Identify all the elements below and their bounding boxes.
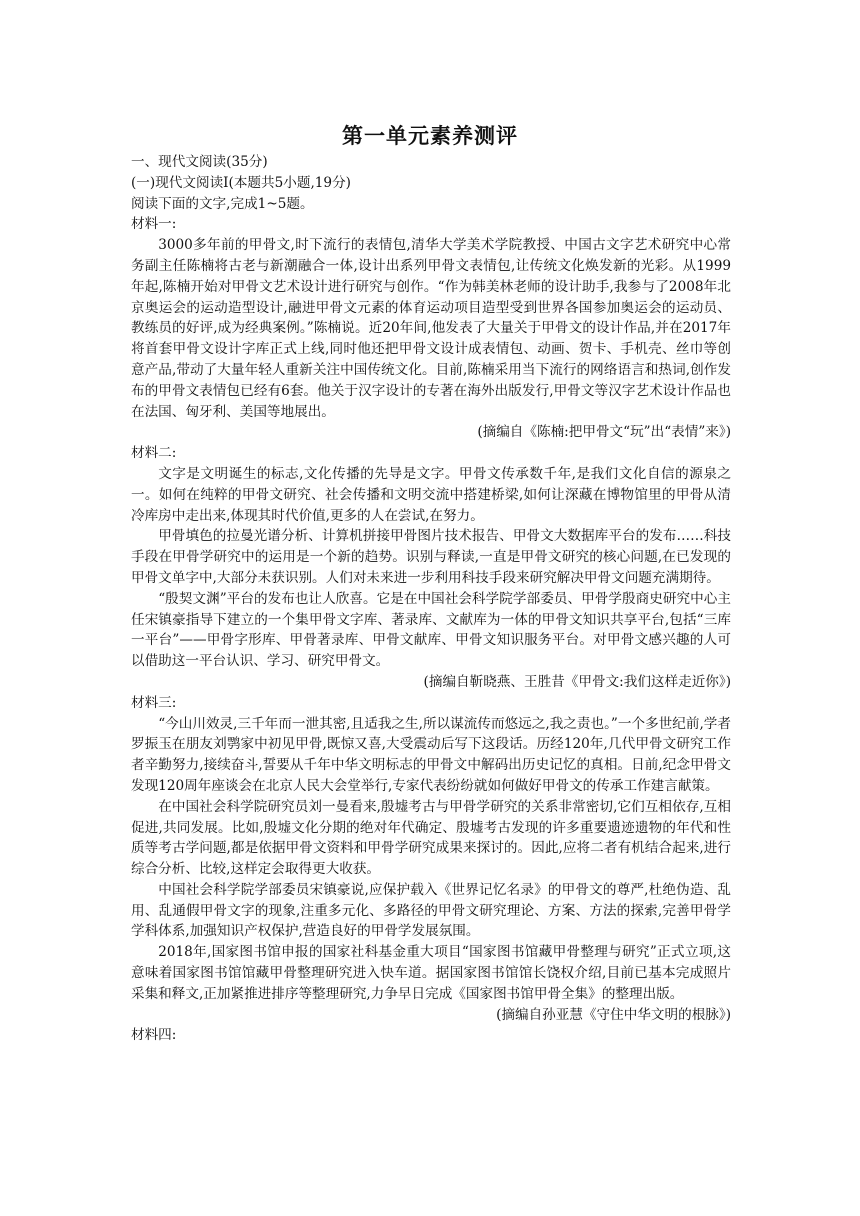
paragraph: 3000多年前的甲骨文,时下流行的表情包,清华大学美术学院教授、中国古文字艺术研究中心常务副主任陈楠将古老与新潮融合一体,设计出系列甲骨文表情包,让传统文化焕发新的光彩。从1999年起,陈楠开始对甲骨文艺术设计进行研究与创作。“作为韩美林老师的设计助手,我参与了2008年北京奥运会的运动造型设计,融进甲骨文元素的体育运动项目造型受到世界各国参加奥运会的运动员、教练员的好评,成为经典案例。”陈楠说。近20年间,他发表了大量关于甲骨文的设计作品,并在2017年将首套甲骨文设计字库正式上线,同时他还把甲骨文设计成表情包、动画、贺卡、手机壳、丝巾等创意产品,带动了大量年轻人重新关注中国传统文化。目前,陈楠采用当下流行的网络语言和热词,创作发布的甲骨文表情包已经有6套。他关于汉字设计的专著在海外出版发行,甲骨文等汉字艺术设计作品也在法国、匈牙利、美国等地展出。 — [131, 237, 731, 420]
subsection-heading: (一)现代文阅读Ⅰ(本题共5小题,19分) — [131, 174, 351, 191]
source-citation: (摘编自《陈楠:把甲骨文“玩”出“表情”来》) — [477, 424, 731, 441]
material-label: 材料四: — [131, 1027, 177, 1044]
paragraph: 2018年,国家图书馆申报的国家社科基金重大项目“国家图书馆藏甲骨整理与研究”正式立项,这意味着国家图书馆馆藏甲骨整理研究进入快车道。据国家图书馆馆长饶权介绍,目前已基本完成照片采集和释文,正加紧推进排序等整理研究,力争早日完成《国家图书馆甲骨全集》的整理出版。 — [131, 944, 731, 1002]
page-title: 第一单元素养测评 — [342, 123, 518, 148]
paragraph: 甲骨填色的拉曼光谱分析、计算机拼接甲骨图片技术报告、甲骨文大数据库平台的发布……科技手段在甲骨学研究中的运用是一个新的趋势。识别与释读,一直是甲骨文研究的核心问题,在已发现的甲骨文单字中,大部分未获识别。人们对未来进一步利用科技手段来研究解决甲骨文问题充满期待。 — [131, 528, 731, 586]
paragraph: 中国社会科学院学部委员宋镇豪说,应保护载入《世界记忆名录》的甲骨文的尊严,杜绝伪造、乱用、乱通假甲骨文字的现象,注重多元化、多路径的甲骨文研究理论、方案、方法的探索,完善甲骨学学科体系,加强知识产权保护,营造良好的甲骨学发展氛围。 — [131, 881, 731, 940]
paragraph: 文字是文明诞生的标志,文化传播的先导是文字。甲骨文传承数千年,是我们文化自信的源泉之一。如何在纯粹的甲骨文研究、社会传播和文明交流中搭建桥梁,如何让深藏在博物馆里的甲骨从清冷库房中走出来,体现其时代价值,更多的人在尝试,在努力。 — [131, 465, 731, 524]
source-citation: (摘编自孙亚慧《守住中华文明的根脉》) — [496, 1006, 731, 1023]
material-label: 材料三: — [131, 694, 177, 711]
paragraph: “殷契文渊”平台的发布也让人欣喜。它是在中国社会科学院学部委员、甲骨学殷商史研究中心主任宋镇豪指导下建立的一个集甲骨文字库、著录库、文献库为一体的甲骨文知识共享平台,包括“三库一平台”——甲骨字形库、甲骨著录库、甲骨文献库、甲骨文知识服务平台。对甲骨文感兴趣的人可以借助这一平台认识、学习、研究甲骨文。 — [131, 590, 731, 670]
source-citation: (摘编自靳晓燕、王胜昔《甲骨文:我们这样走近你》) — [423, 673, 731, 690]
paragraph: 在中国社会科学院研究员刘一曼看来,殷墟考古与甲骨学研究的关系非常密切,它们互相依存,互相促进,共同发展。比如,殷墟文化分期的绝对年代确定、殷墟考古发现的许多重要遗迹遗物的年代和性质等考古学问题,都是依据甲骨文资料和甲骨学研究成果来探讨的。因此,应将二者有机结合起来,进行综合分析、比较,这样定会取得更大收获。 — [131, 798, 731, 878]
reading-instruction: 阅读下面的文字,完成1~5题。 — [131, 195, 314, 212]
material-label: 材料二: — [131, 445, 177, 462]
document-body — [131, 152, 731, 1046]
section-heading: 一、现代文阅读(35分) — [131, 154, 268, 170]
paragraph: “今山川效灵,三千年而一泄其密,且适我之生,所以谋流传而悠远之,我之责也。”一个多世纪前,学者罗振玉在朋友刘鹗家中初见甲骨,既惊又喜,大受震动后写下这段话。历经120年,几代甲骨文研究工作者辛勤努力,接续奋斗,誓要从千年中华文明标志的甲骨文中解码出历史记忆的真相。日前,纪念甲骨文发现120周年座谈会在北京人民大会堂举行,专家代表纷纷就如何做好甲骨文的传承工作建言献策。 — [131, 715, 731, 794]
material-label: 材料一: — [131, 216, 177, 233]
